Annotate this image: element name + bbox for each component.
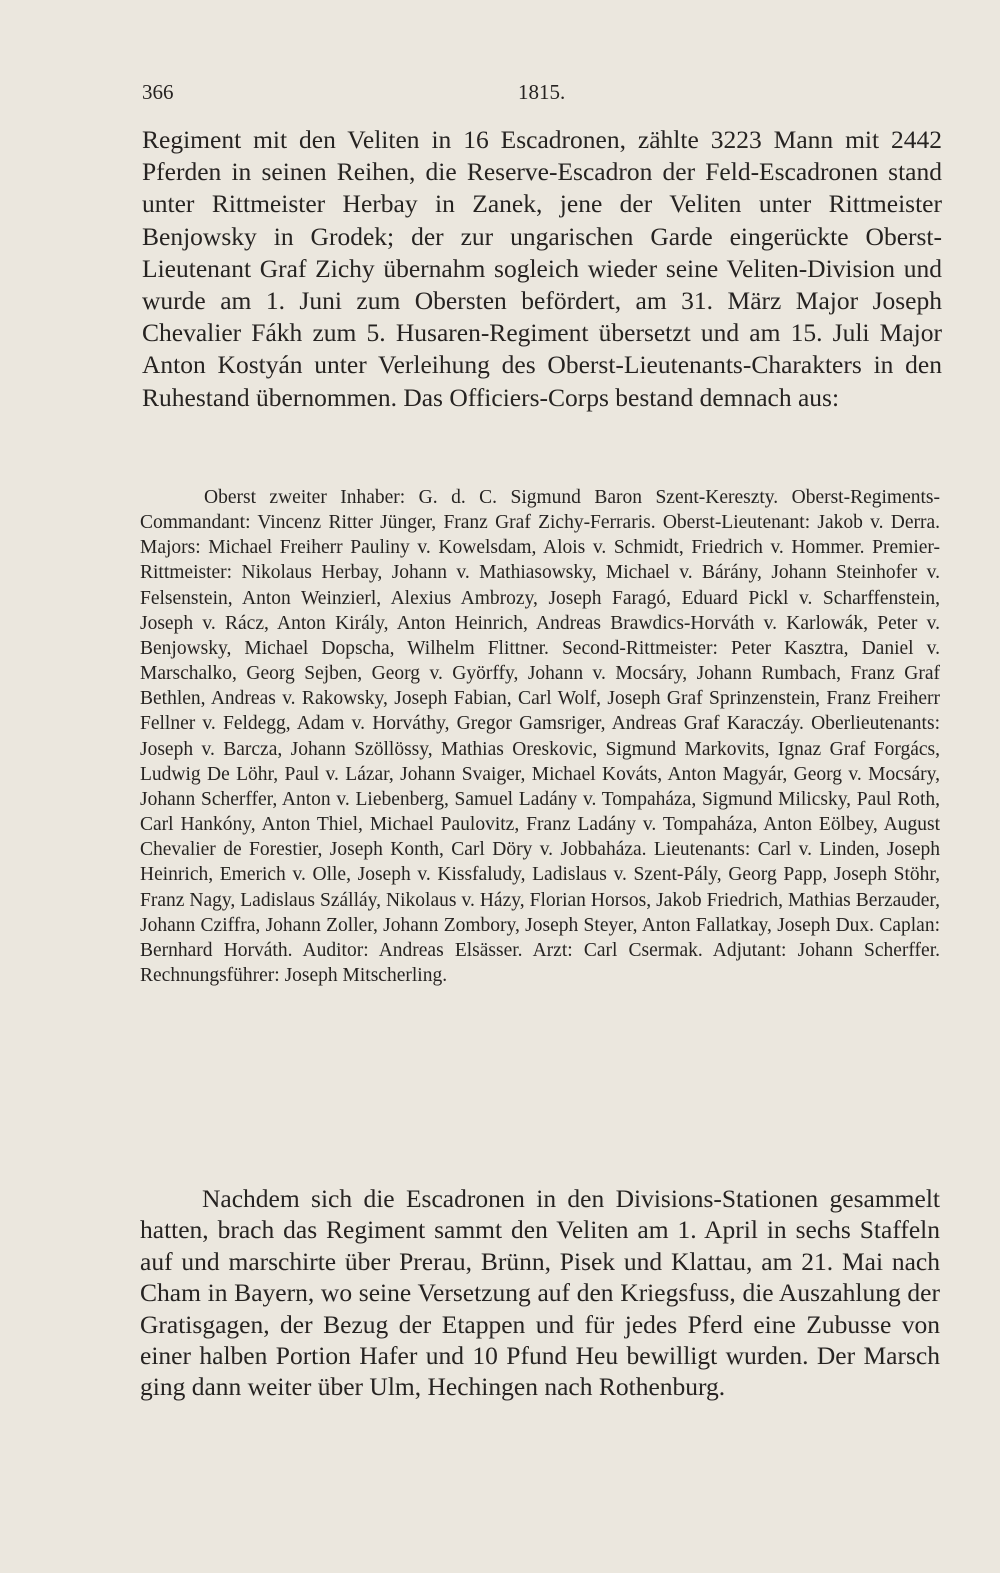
page-header — [142, 80, 942, 114]
running-title: 1815. — [518, 80, 566, 104]
officer-roster-paragraph — [140, 485, 940, 988]
intro-paragraph-text: Regiment mit den Veliten in 16 Escadronen, zählte 3223 Mann mit 2442 Pferden in seinen Reihen, die Reserve-Escadron der Feld-Escadronen stand unter Rittmeister Herbay in Zanek, jene der Veliten unter Rittmeister Benjowsky in Grodek; der zur ungarischen Garde eingerückte Oberst-Lieutenant Graf Zichy übernahm sogleich wieder seine Veliten-Division und wurde am 1. Juni zum Obersten befördert, am 31. März Major Joseph Chevalier Fákh zum 5. Husaren-Regiment übersetzt und am 15. Juli Major Anton Kostyán unter Verleihung des Oberst-Lieutenants-Charakters in den Ruhestand übernommen. Das Officiers-Corps bestand demnach aus: — [142, 125, 942, 412]
march-paragraph — [140, 1183, 940, 1403]
march-paragraph-text: Nachdem sich die Escadronen in den Divisions-Stationen gesammelt hatten, brach das Regiment sammt den Veliten am 1. April in sechs Staffeln auf und marschirte über Prerau, Brünn, Pisek und Klattau, am 21. Mai nach Cham in Bayern, wo seine Versetzung auf den Kriegsfuss, die Auszahlung der Gratisgagen, der Bezug der Etappen und für jedes Pferd eine Zubusse von einer halben Portion Hafer und 10 Pfund Heu bewilligt wurden. Der Marsch ging dann weiter über Ulm, Hechingen nach Rothenburg. — [140, 1184, 940, 1402]
page-number: 366 — [142, 80, 174, 104]
intro-paragraph — [142, 124, 942, 414]
officer-roster-text: Oberst zweiter Inhaber: G. d. C. Sigmund Baron Szent-Kereszty. Oberst-Regiments-Commandant: Vincenz Ritter Jünger, Franz Graf Zichy-Ferraris. Oberst-Lieutenant: Jakob v. Derra. Majors: Michael Freiherr Pauliny v. Kowelsdam, Alois v. Schmidt, Friedrich v. Hommer. Premier-Rittmeister: Nikolaus Herbay, Johann v. Mathiasowsky, Michael v. Bárány, Johann Steinhofer v. Felsenstein, Anton Weinzierl, Alexius Ambrozy, Joseph Faragó, Eduard Pickl v. Scharffenstein, Joseph v. Rácz, Anton Király, Anton Heinrich, Andreas Brawdics-Horváth v. Karlowák, Peter v. Benjowsky, Michael Dopscha, Wilhelm Flittner. Second-Rittmeister: Peter Kasztra, Daniel v. Marschalko, Georg Sejben, Georg v. Györffy, Johann v. Mocsáry, Johann Rumbach, Franz Graf Bethlen, Andreas v. Rakowsky, Joseph Fabian, Carl Wolf, Joseph Graf Sprinzenstein, Franz Freiherr Fellner v. Feldegg, Adam v. Horváthy, Gregor Gamsriger, Andreas Graf Karaczáy. Oberlieutenants: Joseph v. Barcza, Johann Szöllössy, Mathias Oreskovic, Sigmund Markovits, Ignaz Graf Forgács, Ludwig De Löhr, Paul v. Lázar, Johann Svaiger, Michael Kováts, Anton Magyár, Georg v. Mocsáry, Johann Scherffer, Anton v. Liebenberg, Samuel Ladány v. Tompaháza, Sigmund Milicsky, Paul Roth, Carl Hankóny, Anton Thiel, Michael Paulovitz, Franz Ladány v. Tompaháza, Anton Eölbey, August Chevalier de Forestier, Joseph Konth, Carl Döry v. Jobbaháza. Lieutenants: Carl v. Linden, Joseph Heinrich, Emerich v. Olle, Joseph v. Kissfaludy, Ladislaus v. Szent-Pály, Georg Papp, Joseph Stöhr, Franz Nagy, Ladislaus Szálláy, Nikolaus v. Házy, Florian Horsos, Jakob Friedrich, Mathias Berzauder, Johann Cziffra, Johann Zoller, Johann Zombory, Joseph Steyer, Anton Fallatkay, Joseph Dux. Caplan: Bernhard Horváth. Auditor: Andreas Elsässer. Arzt: Carl Csermak. Adjutant: Johann Scherffer. Rechnungsführer: Joseph Mitscherling. — [140, 487, 940, 986]
